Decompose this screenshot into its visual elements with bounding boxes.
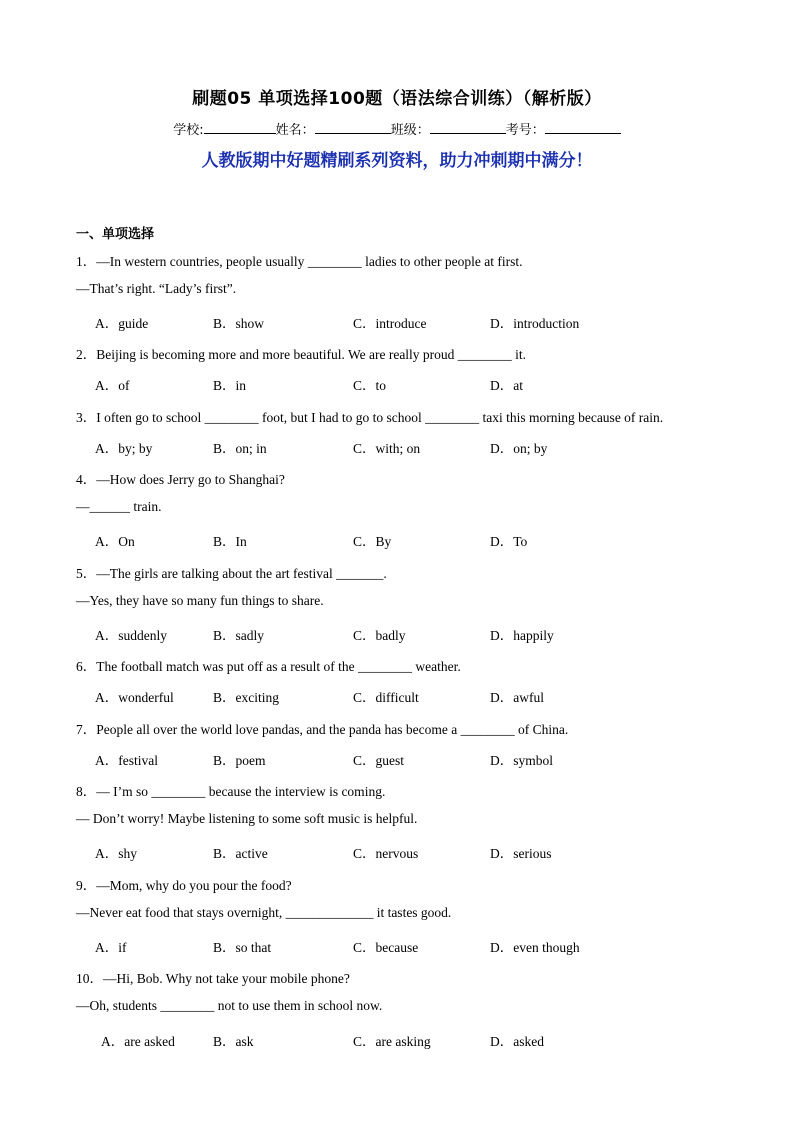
question-9-option-d[interactable]: D．even though — [490, 940, 580, 955]
question-10: 10．—Hi, Bob. Why not take your mobile phone? — [76, 971, 350, 986]
question-8-option-d[interactable]: D．serious — [490, 846, 552, 861]
question-1-option-b[interactable]: B．show — [213, 316, 265, 331]
question-5-option-d[interactable]: D．happily — [490, 628, 554, 643]
question-7-option-d[interactable]: D．symbol — [490, 753, 554, 768]
slogan: 人教版期中好题精刷系列资料，助力冲刺期中满分！ — [201, 151, 593, 171]
school-blank[interactable] — [204, 122, 276, 134]
question-7-option-a[interactable]: A．festival — [95, 753, 158, 768]
question-9-option-b[interactable]: B．so that — [213, 940, 272, 955]
question-7: 7．People all over the world love pandas, and the panda has become a ________ of China. — [76, 722, 569, 737]
question-4-option-c[interactable]: C．By — [353, 534, 392, 549]
question-5-option-c[interactable]: C．badly — [353, 628, 406, 643]
question-10-option-d[interactable]: D．asked — [490, 1034, 544, 1049]
question-1: 1．—In western countries, people usually ________ ladies to other people at first. — [76, 254, 523, 269]
question-8-dialogue: — Don’t worry! Maybe listening to some soft music is helpful. — [76, 811, 418, 826]
question-1-dialogue: —That’s right. “Lady’s first”. — [76, 281, 237, 296]
class-label: 班级： — [390, 123, 430, 138]
question-1-option-a[interactable]: A．guide — [95, 316, 149, 331]
question-8: 8．— I’m so ________ because the interview is coming. — [76, 784, 386, 799]
question-10-option-c[interactable]: C．are asking — [353, 1034, 431, 1049]
page-title: 刷题05 单项选择100题（语法综合训练）（解析版） — [192, 89, 602, 109]
name-label: 姓名： — [275, 123, 315, 138]
question-3: 3．I often go to school ________ foot, but I had to go to school ________ taxi this morning because of rain. — [76, 410, 664, 425]
question-2-option-c[interactable]: C．to — [353, 378, 387, 393]
question-4-option-b[interactable]: B．In — [213, 534, 247, 549]
question-3-option-c[interactable]: C．with; on — [353, 441, 421, 456]
question-5-option-a[interactable]: A．suddenly — [95, 628, 167, 643]
question-4-dialogue: —______ train. — [76, 499, 162, 514]
question-6: 6．The football match was put off as a result of the ________ weather. — [76, 659, 461, 674]
question-7-option-b[interactable]: B．poem — [213, 753, 266, 768]
question-9-option-a[interactable]: A．if — [95, 940, 127, 955]
question-6-option-c[interactable]: C．difficult — [353, 690, 419, 705]
question-6-option-d[interactable]: D．awful — [490, 690, 544, 705]
school-label: 学校: — [173, 123, 204, 138]
question-5: 5．—The girls are talking about the art festival _______. — [76, 566, 387, 581]
question-4-option-d[interactable]: D．To — [490, 534, 528, 549]
question-2-option-b[interactable]: B．in — [213, 378, 247, 393]
question-3-option-b[interactable]: B．on; in — [213, 441, 267, 456]
question-4: 4．—How does Jerry go to Shanghai? — [76, 472, 285, 487]
question-10-option-a[interactable]: A．are asked — [101, 1034, 175, 1049]
question-2: 2．Beijing is becoming more and more beautiful. We are really proud ________ it. — [76, 347, 527, 362]
question-7-option-c[interactable]: C．guest — [353, 753, 405, 768]
question-5-dialogue: —Yes, they have so many fun things to share. — [76, 593, 324, 608]
question-8-option-a[interactable]: A．shy — [95, 846, 138, 861]
question-3-option-d[interactable]: D．on; by — [490, 441, 548, 456]
question-5-option-b[interactable]: B．sadly — [213, 628, 265, 643]
class-blank[interactable] — [430, 122, 506, 134]
question-9-dialogue: —Never eat food that stays overnight, _____________ it tastes good. — [76, 905, 452, 920]
name-blank[interactable] — [315, 122, 391, 134]
number-label: 考号： — [505, 123, 545, 138]
section-title: 一、单项选择 — [76, 227, 155, 242]
question-2-option-a[interactable]: A．of — [95, 378, 130, 393]
question-6-option-b[interactable]: B．exciting — [213, 690, 279, 705]
question-8-option-b[interactable]: B．active — [213, 846, 268, 861]
question-2-option-d[interactable]: D．at — [490, 378, 523, 393]
question-6-option-a[interactable]: A．wonderful — [95, 690, 174, 705]
number-blank[interactable] — [545, 122, 621, 134]
question-4-option-a[interactable]: A．On — [95, 534, 135, 549]
question-10-option-b[interactable]: B．ask — [213, 1034, 254, 1049]
question-1-option-d[interactable]: D．introduction — [490, 316, 580, 331]
question-9-option-c[interactable]: C．because — [353, 940, 419, 955]
question-10-dialogue: —Oh, students ________ not to use them in school now. — [76, 998, 383, 1013]
question-3-option-a[interactable]: A．by; by — [95, 441, 153, 456]
student-info-line — [0, 119, 794, 138]
question-1-option-c[interactable]: C．introduce — [353, 316, 427, 331]
question-8-option-c[interactable]: C．nervous — [353, 846, 419, 861]
question-9: 9．—Mom, why do you pour the food? — [76, 878, 292, 893]
